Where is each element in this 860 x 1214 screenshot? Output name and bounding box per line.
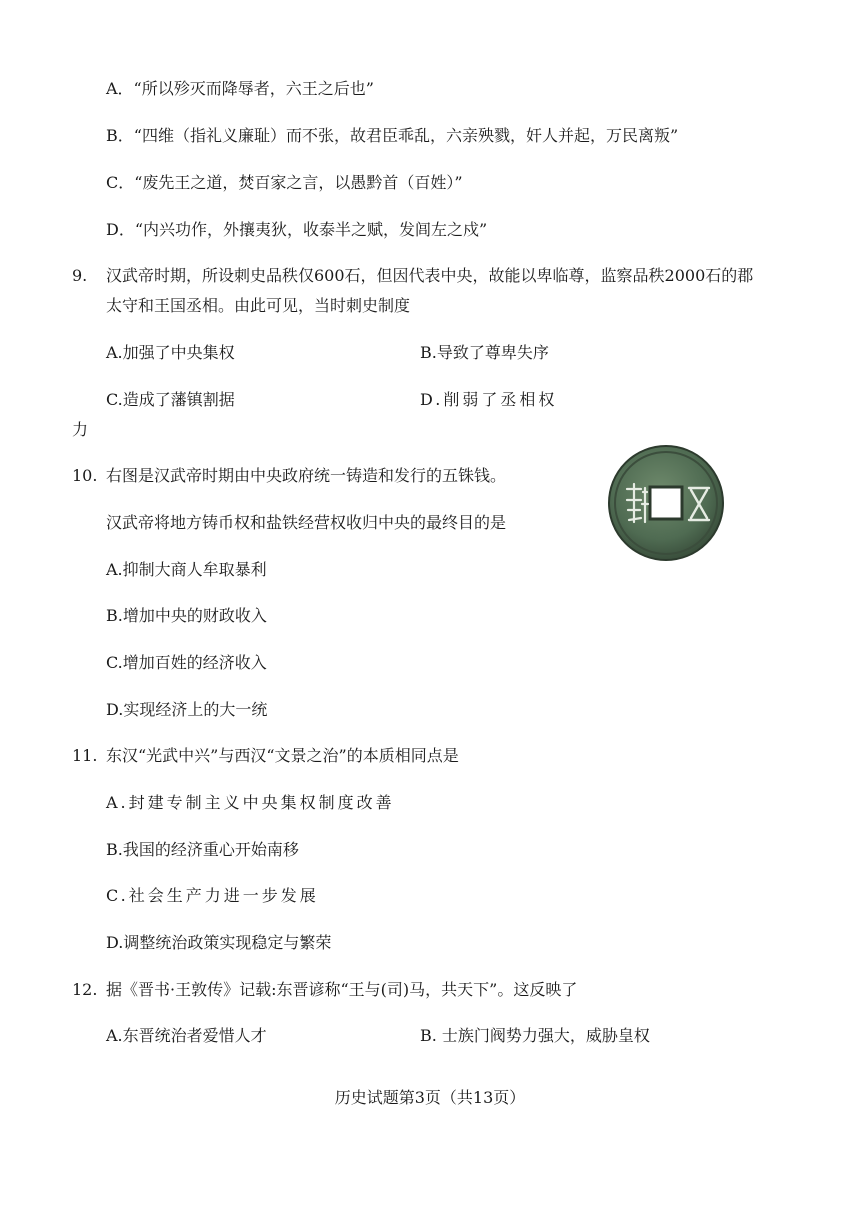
page-footer: 历史试题第3页（共13页） <box>334 1088 526 1107</box>
q8-option-b: B．“四维（指礼义廉耻）而不张，故君臣乖乱，六亲殃戮，奸人并起，万民离叛” <box>106 126 679 145</box>
q8-option-d: D．“内兴功作，外攘夷狄，收泰半之赋，发闾左之戍” <box>106 220 488 239</box>
q12-option-a: A.东晋统治者爱惜人才 <box>106 1026 267 1045</box>
q11-stem: 东汉“光武中兴”与西汉“文景之治”的本质相同点是 <box>106 746 459 765</box>
q9-stem-line2: 太守和王国丞相。由此可见，当时刺史制度 <box>106 296 411 315</box>
q10-option-d: D.实现经济上的大一统 <box>106 700 268 719</box>
q10-stem-line1: 右图是汉武帝时期由中央政府统一铸造和发行的五铢钱。 <box>106 466 507 485</box>
q10-option-b: B.增加中央的财政收入 <box>106 606 267 625</box>
q8-option-a: A．“所以殄灭而降辱者，六王之后也” <box>106 79 374 98</box>
q11-option-a: A.封建专制主义中央集权制度改善 <box>106 793 395 812</box>
q12-option-b: B. 士族门阀势力强大，威胁皇权 <box>420 1026 650 1045</box>
q9-option-a: A.加强了中央集权 <box>106 343 235 362</box>
q8-option-c: C．“废先王之道，焚百家之言，以愚黔首（百姓）” <box>106 173 463 192</box>
q9-number: 9. <box>72 266 88 285</box>
q11-option-d: D.调整统治政策实现稳定与繁荣 <box>106 933 332 952</box>
wuzhu-coin-image <box>607 444 725 562</box>
q10-number: 10. <box>72 466 98 485</box>
q10-option-c: C.增加百姓的经济收入 <box>106 653 267 672</box>
q10-option-a: A.抑制大商人牟取暴利 <box>106 560 267 579</box>
q9-stem-line1: 汉武帝时期，所设刺史品秩仅600石，但因代表中央，故能以卑临尊，监察品秩2000石的郡 <box>106 266 754 285</box>
q11-option-c: C.社会生产力进一步发展 <box>106 886 319 905</box>
q11-number: 11. <box>72 746 98 765</box>
q9-option-d: D.削弱了丞相权 <box>420 390 558 409</box>
q9-option-d-wrap: 力 <box>72 420 89 439</box>
q10-stem-line2: 汉武帝将地方铸币权和盐铁经营权收归中央的最终目的是 <box>106 513 507 532</box>
q12-number: 12. <box>72 980 98 999</box>
q11-option-b: B.我国的经济重心开始南移 <box>106 840 299 859</box>
q9-option-c: C.造成了藩镇割据 <box>106 390 235 409</box>
q12-stem: 据《晋书·王敦传》记载:东晋谚称“王与(司)马，共天下”。这反映了 <box>106 980 578 999</box>
q9-option-b: B.导致了尊卑失序 <box>420 343 549 362</box>
